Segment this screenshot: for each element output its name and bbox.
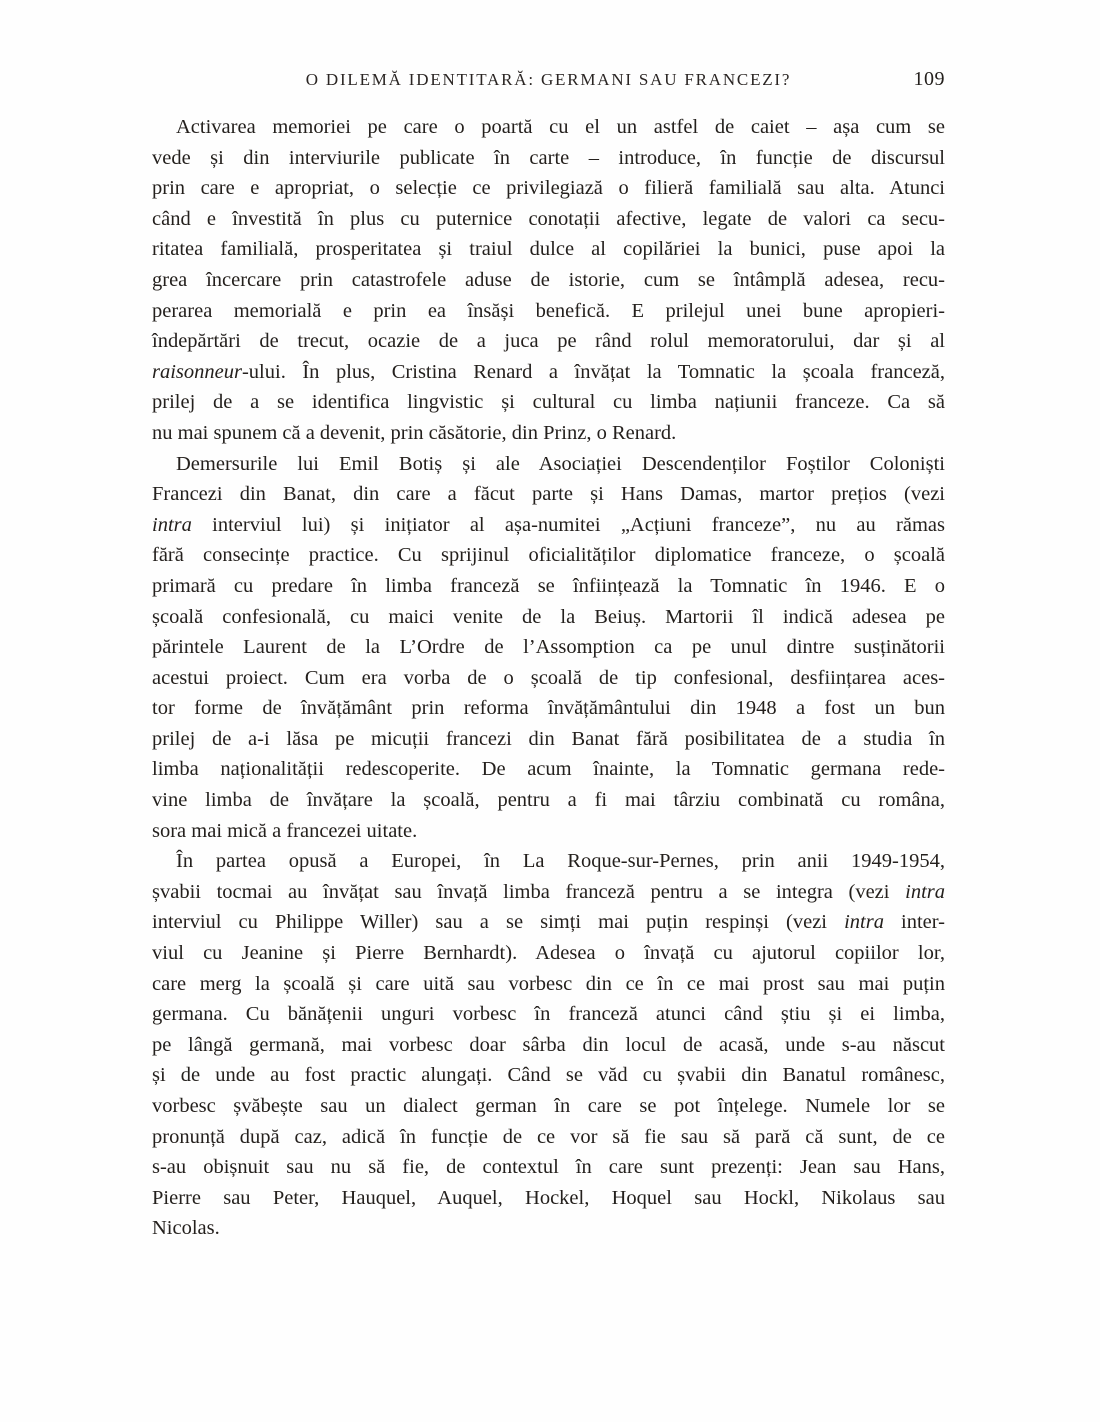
text-line	[152, 1122, 945, 1153]
text-line	[152, 1183, 945, 1214]
text-segment: viul cu Jeanine și Pierre Bernhardt). Adesea o învață cu ajutorul copiilor lor,	[152, 942, 945, 965]
text-segment: grea încercare prin catastrofele aduse de istorie, cum se întâmplă adesea, recu-	[152, 268, 945, 291]
text-line	[152, 112, 945, 143]
text-segment: prilej de a-i lăsa pe micuții francezi din Banat fără posibilitatea de a studia în	[152, 727, 945, 750]
text-line	[152, 1152, 945, 1183]
italic-text-segment: intra	[152, 513, 192, 536]
text-segment: Activarea memoriei pe care o poartă cu el un astfel de caiet – așa cum se	[176, 116, 945, 138]
text-segment: Pierre sau Peter, Hauquel, Auquel, Hockel, Hoquel sau Hockl, Nikolaus sau	[152, 1186, 945, 1209]
text-segment: limba naționalității redescoperite. De acum înainte, la Tomnatic germana rede-	[152, 758, 945, 781]
text-segment: fără consecințe practice. Cu sprijinul oficialităților diplomatice franceze, o școală	[152, 544, 945, 567]
text-segment: care merg la școală și care uită sau vorbesc din ce în ce mai prost sau mai puțin	[152, 972, 945, 995]
text-segment: -ului. În plus, Cristina Renard a învățat la Tomnatic la școala franceză,	[241, 360, 945, 383]
text-line	[152, 571, 945, 602]
text-segment: Nicolas.	[152, 1217, 220, 1240]
text-segment: vine limba de învățare la școală, pentru a fi mai târziu combinată cu româna,	[152, 789, 945, 812]
text-segment: șvabii tocmai au învățat sau învață limba franceză pentru a se integra (vezi	[152, 880, 906, 903]
text-segment: interviul lui) și inițiator al așa-numitei „Acțiuni franceze”, nu au rămas	[191, 513, 945, 536]
text-line	[152, 540, 945, 571]
paragraph	[152, 112, 945, 449]
text-line	[152, 663, 945, 694]
text-line	[152, 754, 945, 785]
text-segment: ritatea familială, prosperitatea și traiul dulce al copilăriei la bunici, puse apoi la	[152, 238, 945, 261]
text-segment: pronunță după caz, adică în funcție de ce vor să fie sau să pară că sunt, de ce	[152, 1125, 945, 1148]
running-head	[152, 70, 945, 96]
text-line	[152, 1091, 945, 1122]
text-line	[152, 1030, 945, 1061]
text-segment: nu mai spunem că a devenit, prin căsătorie, din Prinz, o Renard.	[152, 421, 677, 444]
text-segment: În partea opusă a Europei, în La Roque-sur-Pernes, prin anii 1949-1954,	[176, 850, 945, 873]
text-segment: Demersurile lui Emil Botiș și ale Asociației Descendenților Foștilor Coloniști	[176, 452, 945, 475]
text-line	[152, 357, 945, 388]
text-line	[152, 693, 945, 724]
text-segment: tor forme de învățământ prin reforma învățământului din 1948 a fost un bun	[152, 697, 945, 720]
text-segment: acestui proiect. Cum era vorba de o școală de tip confesional, desființarea aces-	[152, 666, 945, 689]
text-segment: școală confesională, cu maici venite de la Beiuș. Martorii îl indică adesea pe	[152, 605, 945, 628]
text-block	[152, 112, 945, 1244]
text-line	[152, 938, 945, 969]
text-segment: prilej de a se identifica lingvistic și cultural cu limba națiunii franceze. Ca să	[152, 391, 945, 414]
text-segment: inter-	[883, 911, 946, 934]
text-segment: s-au obișnuit sau nu să fie, de contextul în care sunt prezenți: Jean sau Hans,	[152, 1156, 945, 1179]
text-line	[152, 387, 945, 418]
text-line	[152, 296, 945, 327]
text-line	[152, 907, 945, 938]
text-line	[152, 846, 945, 877]
text-segment: vorbesc șvăbește sau un dialect german în care se pot înțelege. Numele lor se	[152, 1095, 945, 1117]
paragraph	[152, 449, 945, 847]
text-line	[152, 724, 945, 755]
text-line	[152, 143, 945, 174]
text-line	[152, 999, 945, 1030]
text-line	[152, 479, 945, 510]
text-line	[152, 326, 945, 357]
text-segment: vede și din interviurile publicate în carte – introduce, în funcție de discursul	[152, 146, 945, 169]
page-number: 109	[913, 68, 945, 90]
text-line	[152, 418, 945, 449]
text-line	[152, 1213, 945, 1244]
text-line	[152, 173, 945, 204]
text-segment: perarea memorială e prin ea însăși benefică. E prilejul unei bune apropieri-	[152, 299, 945, 322]
text-line	[152, 785, 945, 816]
text-segment: germana. Cu bănățenii unguri vorbesc în franceză atunci când știu și ei limba,	[152, 1003, 945, 1026]
text-line	[152, 877, 945, 908]
italic-text-segment: raisonneur	[152, 360, 242, 383]
italic-text-segment: intra	[844, 911, 884, 934]
text-line	[152, 602, 945, 633]
text-segment: părintele Laurent de la L’Ordre de l’Assomption ca pe unul dintre susținătorii	[152, 636, 945, 659]
text-line	[152, 632, 945, 663]
text-line	[152, 234, 945, 265]
text-line	[152, 265, 945, 296]
text-segment: îndepărtări de trecut, ocazie de a juca pe rând rolul memoratorului, dar și al	[152, 330, 945, 353]
text-line	[152, 449, 945, 480]
text-segment: sora mai mică a francezei uitate.	[152, 819, 418, 842]
text-line	[152, 1060, 945, 1091]
text-segment: interviul cu Philippe Willer) sau a se simți mai puțin respinși (vezi	[152, 911, 845, 934]
text-segment: prin care e apropriat, o selecție ce privilegiază o filieră familială sau alta. Atunci	[152, 177, 945, 200]
text-segment: și de unde au fost practic alungați. Când se văd cu șvabii din Banatul românesc,	[152, 1064, 945, 1087]
text-segment: primară cu predare în limba franceză se înființează la Tomnatic în 1946. E o	[152, 574, 945, 597]
text-segment: Francezi din Banat, din care a făcut parte și Hans Damas, martor prețios (vezi	[152, 483, 945, 506]
text-line	[152, 510, 945, 541]
text-segment: pe lângă germană, mai vorbesc doar sârba din locul de acasă, unde s-au născut	[152, 1033, 945, 1056]
paragraph	[152, 846, 945, 1244]
text-line	[152, 969, 945, 1000]
text-line	[152, 816, 945, 847]
italic-text-segment: intra	[905, 880, 945, 903]
text-segment: când e învestită în plus cu puternice conotații afective, legate de valori ca secu-	[152, 207, 945, 230]
text-line	[152, 204, 945, 235]
running-head-title: O DILEMĂ IDENTITARĂ: GERMANI SAU FRANCEZI?	[305, 70, 792, 89]
